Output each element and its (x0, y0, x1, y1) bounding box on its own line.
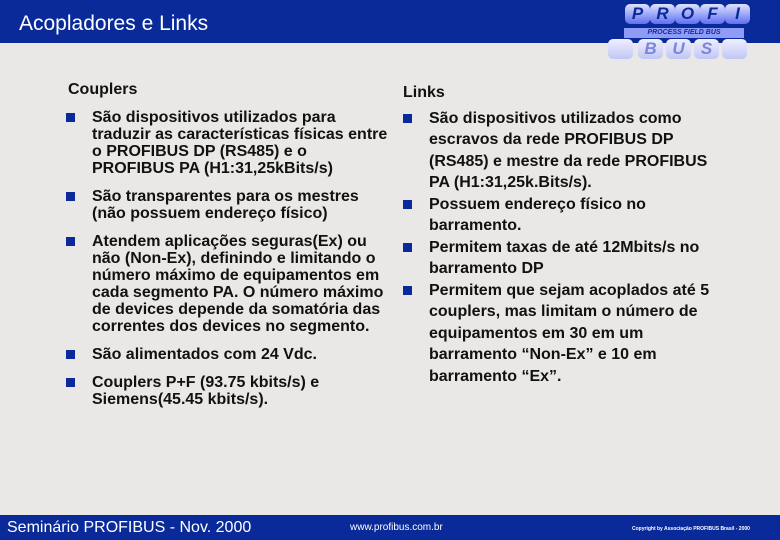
item-text: Permitem que sejam acoplados até 5 couplers, mas limitam o número de equipamentos em 30 em um barramento “Non-Ex” e 10 em barramento “Ex”. (429, 281, 710, 385)
header-band (0, 0, 780, 58)
logo-key: B (638, 39, 663, 59)
item-text: Couplers P+F (93.75 kbits/s) e Siemens(45.45 kbits/s). (92, 374, 320, 408)
couplers-heading: Couplers (68, 81, 138, 98)
list-item (403, 108, 723, 194)
square-bullet-icon (403, 114, 412, 123)
square-bullet-icon (403, 243, 412, 252)
logo-key (608, 39, 633, 59)
square-bullet-icon (66, 192, 75, 201)
logo-tagline: PROCESS FIELD BUS (624, 28, 744, 38)
logo-key: O (675, 4, 700, 24)
profibus-logo (608, 2, 758, 60)
seminar-label: Seminário PROFIBUS - Nov. 2000 (7, 519, 252, 536)
list-item (66, 109, 388, 177)
copyright-text: Copyright by Associação PROFIBUS Brasil - 2000 (632, 526, 750, 532)
links-column (403, 82, 723, 387)
logo-key: S (694, 39, 719, 59)
logo-key: R (650, 4, 675, 24)
square-bullet-icon (66, 350, 75, 359)
list-item (66, 346, 426, 363)
list-item (403, 237, 713, 280)
footer-band (0, 515, 780, 540)
list-item (66, 233, 388, 335)
square-bullet-icon (403, 200, 412, 209)
item-text: São dispositivos utilizados para traduzir as características físicas entre o PROFIBUS DP (RS485) e o PROFIBUS PA (H1:31,25kBits/s) (92, 109, 388, 177)
item-text: São alimentados com 24 Vdc. (92, 346, 317, 363)
website-link[interactable]: www.profibus.com.br (350, 522, 443, 533)
logo-key (722, 39, 747, 59)
square-bullet-icon (66, 237, 75, 246)
item-text: Possuem endereço físico no barramento. (429, 195, 646, 234)
item-text: São dispositivos utilizados como escravos da rede PROFIBUS DP (RS485) e mestre da rede PROFIBUS PA (H1:31,25k.Bits/s). (429, 109, 708, 191)
logo-key: U (666, 39, 691, 59)
slide-title: Acopladores e Links (19, 12, 209, 35)
logo-key: P (625, 4, 650, 24)
list-item (66, 374, 388, 408)
list-item (403, 194, 723, 237)
list-item (66, 188, 388, 222)
item-text: Atendem aplicações seguras(Ex) ou não (Non-Ex), definindo e limitando o número máximo de equipamentos em cada segmento PA. O número máximo de devices depende da somatória das correntes dos devices no segmento. (92, 233, 384, 335)
logo-key: F (700, 4, 725, 24)
links-heading: Links (403, 84, 445, 101)
logo-key: I (725, 4, 750, 24)
item-text: São transparentes para os mestres (não possuem endereço físico) (92, 188, 359, 222)
square-bullet-icon (403, 286, 412, 295)
square-bullet-icon (66, 113, 75, 122)
list-item (403, 280, 713, 388)
item-text: Permitem taxas de até 12Mbits/s no barramento DP (429, 238, 700, 277)
couplers-column (68, 81, 388, 419)
square-bullet-icon (66, 378, 75, 387)
